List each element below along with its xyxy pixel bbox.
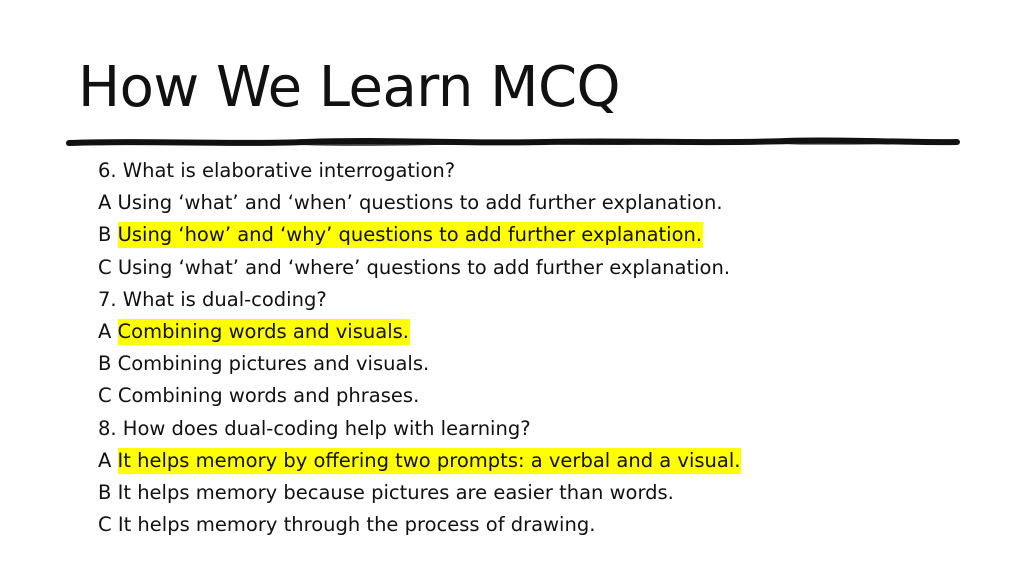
question-7-option-a	[98, 316, 978, 348]
slide-title: How We Learn MCQ	[78, 55, 621, 120]
question-6-option-a	[98, 187, 978, 219]
option-text: It helps memory through the process of drawing.	[117, 513, 596, 537]
option-letter: B	[98, 352, 112, 376]
option-text: Combining pictures and visuals.	[117, 352, 430, 376]
option-letter: A	[98, 448, 112, 472]
option-letter: C	[98, 384, 112, 408]
question-7-option-c	[98, 380, 978, 412]
title-underline-brush	[66, 134, 960, 152]
question-7: 7. What is dual-coding?	[98, 287, 327, 311]
option-text-highlighted: Combining words and visuals.	[117, 319, 409, 343]
question-8-option-b	[98, 477, 978, 509]
option-letter: B	[98, 223, 112, 247]
option-text-highlighted: Using ‘how’ and ‘why’ questions to add further explanation.	[117, 223, 703, 247]
option-text: Using ‘what’ and ‘where’ questions to add further explanation.	[117, 255, 731, 279]
question-7-option-b	[98, 348, 978, 380]
question-8-option-c	[98, 509, 978, 541]
option-text-highlighted: It helps memory by offering two prompts: a verbal and a visual.	[117, 448, 741, 472]
option-letter: C	[98, 513, 112, 537]
option-letter: C	[98, 255, 112, 279]
question-8: 8. How does dual-coding help with learning?	[98, 416, 531, 440]
question-8-option-a	[98, 445, 978, 477]
option-letter: A	[98, 191, 112, 215]
mcq-list	[98, 155, 978, 541]
question-6-option-c	[98, 252, 978, 284]
option-text: Combining words and phrases.	[117, 384, 420, 408]
option-letter: B	[98, 480, 112, 504]
option-letter: A	[98, 319, 112, 343]
question-6-option-b	[98, 219, 978, 251]
option-text: Using ‘what’ and ‘when’ questions to add further explanation.	[117, 191, 723, 215]
option-text: It helps memory because pictures are easier than words.	[117, 480, 674, 504]
question-6: 6. What is elaborative interrogation?	[98, 159, 456, 182]
